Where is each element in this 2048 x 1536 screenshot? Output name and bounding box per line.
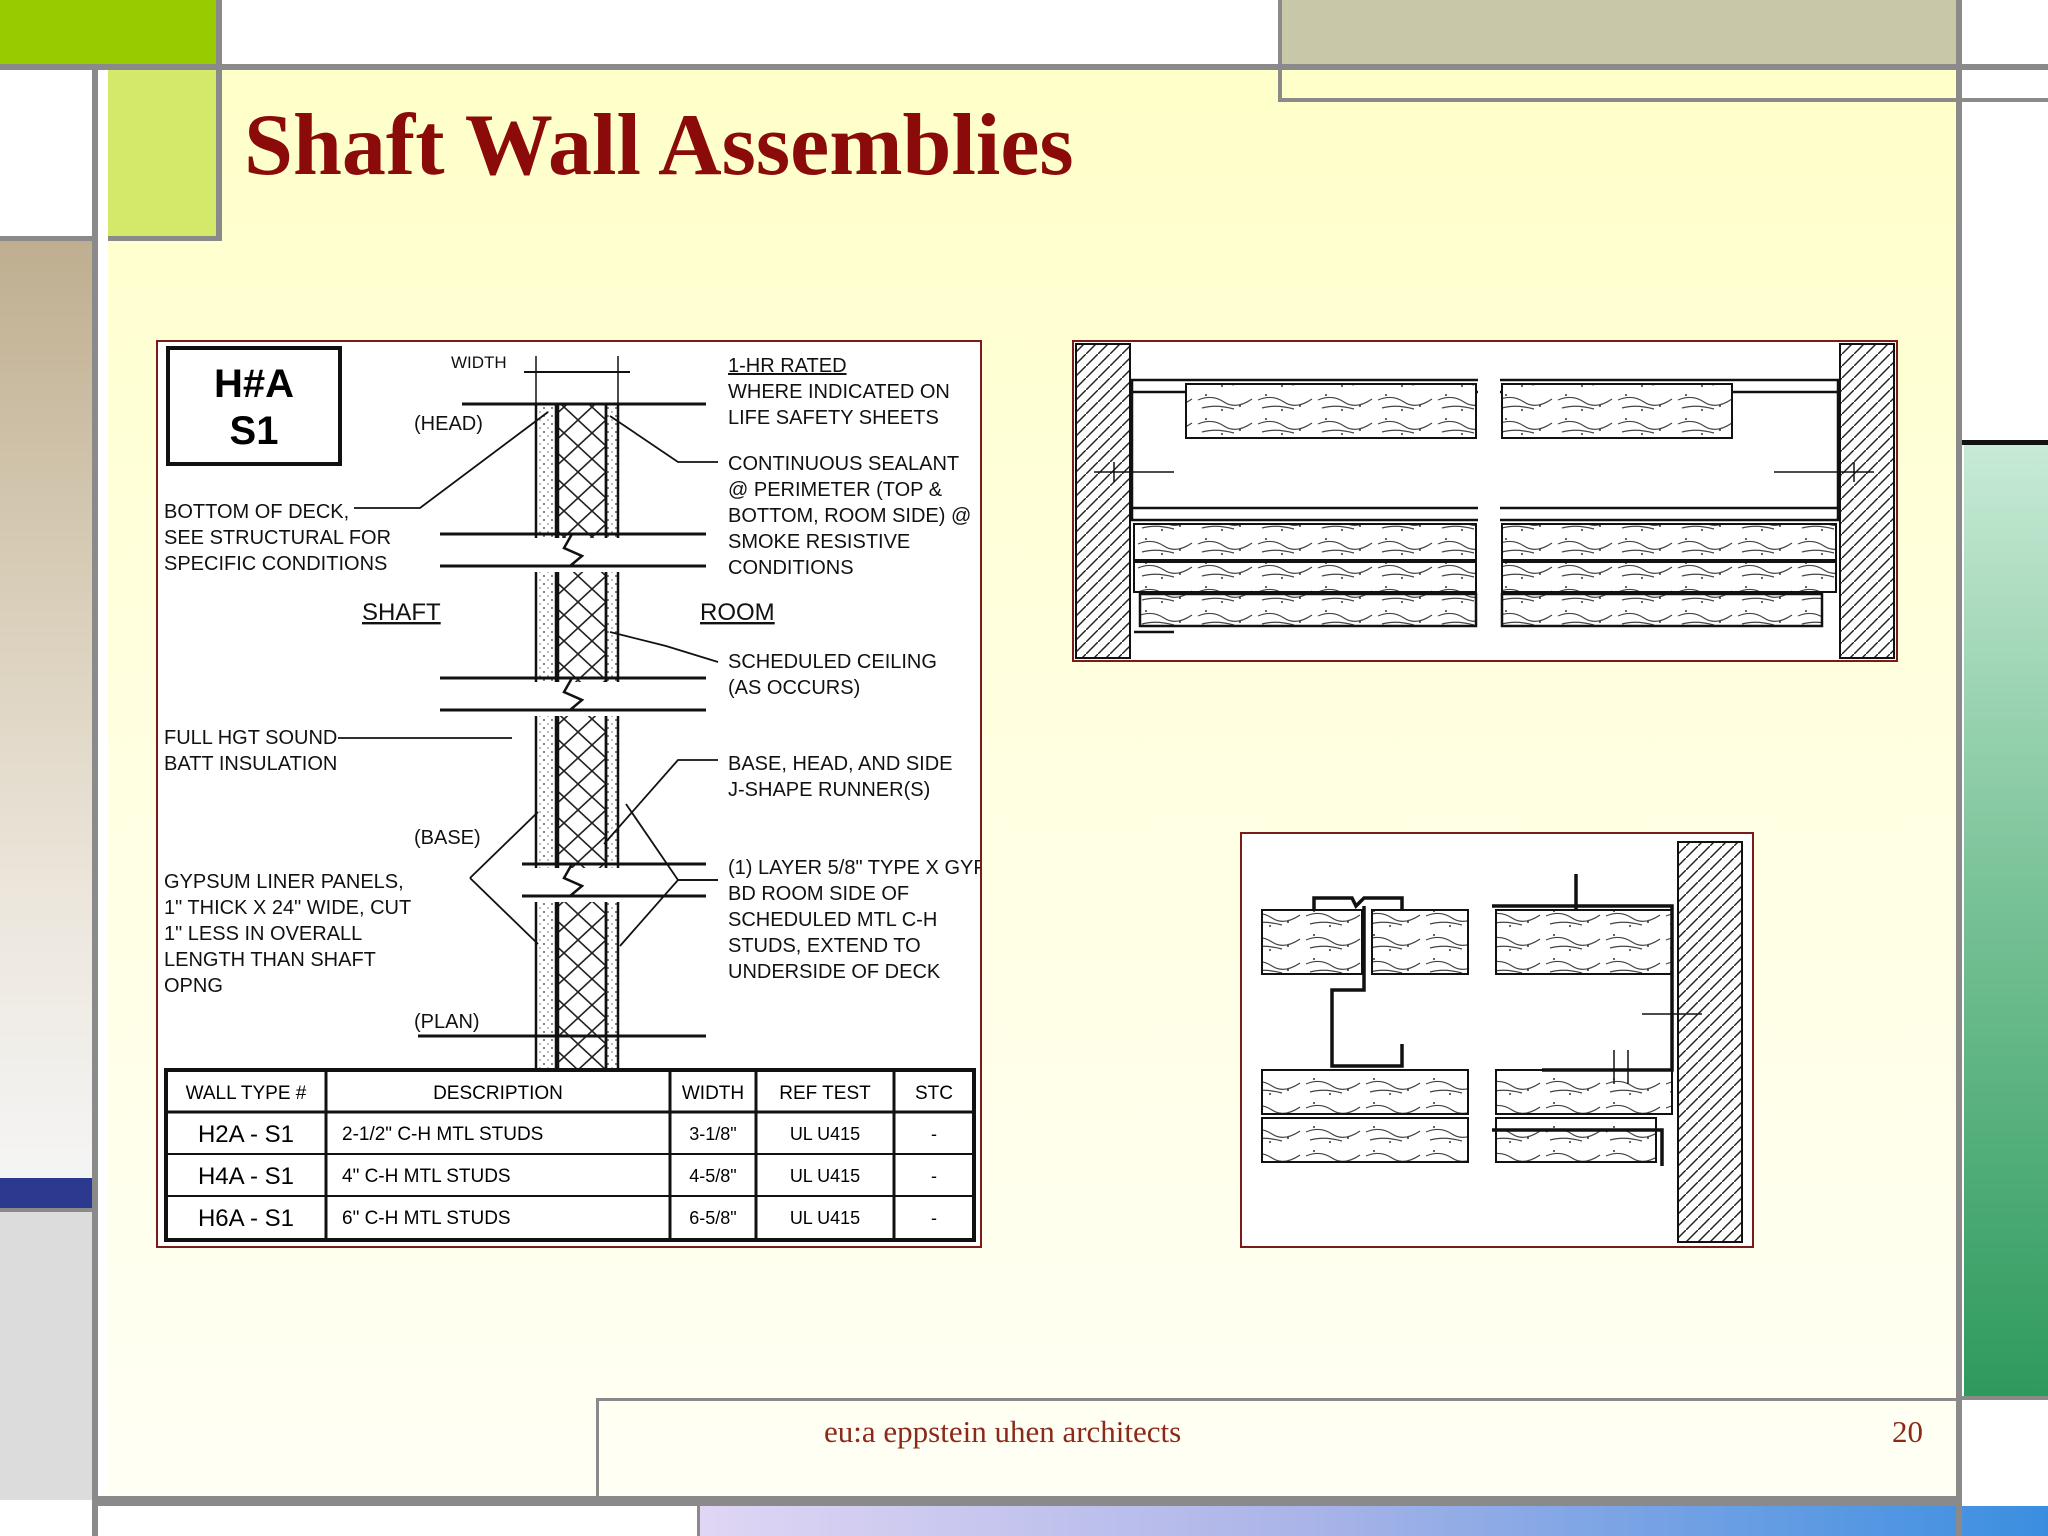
ceiling-note-line: SCHEDULED CEILING <box>728 651 937 673</box>
frame-line <box>0 236 96 241</box>
runner-note-line: J-SHAPE RUNNER(S) <box>728 779 931 801</box>
table-cell-type: H4A - S1 <box>197 1163 295 1190</box>
table-cell-type: H2A - S1 <box>197 1121 295 1148</box>
table-cell-width: 4-5/8" <box>689 1166 737 1186</box>
left-strip-gray <box>0 1210 96 1500</box>
table-header: DESCRIPTION <box>433 1083 563 1104</box>
plan-detail-top-drawing <box>1074 342 1896 660</box>
wall-section-detail <box>156 340 982 1248</box>
gyp-note-line: UNDERSIDE OF DECK <box>728 961 941 983</box>
plan-label: (PLAN) <box>414 1011 480 1033</box>
frame-line <box>1278 98 2048 102</box>
sealant-note-line: CONTINUOUS SEALANT <box>728 453 960 475</box>
frame-line <box>216 0 222 240</box>
table-header: WALL TYPE # <box>185 1083 307 1104</box>
table-cell-width: 3-1/8" <box>689 1124 737 1144</box>
sealant-note-line: CONDITIONS <box>728 557 854 579</box>
sealant-note-line: BOTTOM, ROOM SIDE) @ <box>728 505 972 527</box>
table-cell-ref: UL U415 <box>789 1208 861 1228</box>
deck-note-line: SPECIFIC CONDITIONS <box>164 553 388 575</box>
top-left-green-block <box>0 0 222 66</box>
table-cell-stc: - <box>931 1166 937 1186</box>
table-header: WIDTH <box>681 1083 745 1104</box>
shaft-label: SHAFT <box>362 599 441 626</box>
frame-line <box>108 236 222 241</box>
frame-line <box>1956 0 1962 1536</box>
head-label: (HEAD) <box>414 413 483 435</box>
liner-note-line: 1" THICK X 24" WIDE, CUT <box>164 897 412 919</box>
liner-note-line: 1" LESS IN OVERALL <box>164 923 363 945</box>
wall-tag-line1: H#A <box>213 362 295 406</box>
deck-note-line: SEE STRUCTURAL FOR <box>164 527 392 549</box>
runner-note-line: BASE, HEAD, AND SIDE <box>728 753 953 775</box>
table-cell-width: 6-5/8" <box>689 1208 737 1228</box>
ceiling-note-line: (AS OCCURS) <box>728 677 861 699</box>
page-number: 20 <box>1892 1414 1923 1449</box>
width-label: WIDTH <box>451 353 507 372</box>
frame-line <box>0 64 2048 70</box>
footer-box-lower-line <box>596 1506 700 1536</box>
base-label: (BASE) <box>414 827 481 849</box>
frame-line <box>1956 64 2048 69</box>
table-cell-stc: - <box>931 1208 937 1228</box>
liner-note-line: LENGTH THAN SHAFT <box>164 949 376 971</box>
frame-line <box>1960 1396 2048 1400</box>
liner-note-line: OPNG <box>164 975 223 997</box>
title-green-square <box>108 70 222 240</box>
gyp-note-line: SCHEDULED MTL C-H <box>728 909 938 931</box>
table-cell-stc: - <box>931 1124 937 1144</box>
wall-tag-line2: S1 <box>229 409 279 453</box>
wall-type-table <box>166 1070 974 1240</box>
right-strip-black-line <box>1960 440 2048 445</box>
frame-line <box>0 1208 96 1212</box>
stud-detail <box>1240 832 1754 1248</box>
room-label: ROOM <box>700 599 775 626</box>
insulation-note-line: FULL HGT SOUND <box>164 727 338 749</box>
left-strip-blue <box>0 1178 96 1208</box>
table-cell-description: 6" C-H MTL STUDS <box>342 1208 511 1229</box>
gyp-note-line: (1) LAYER 5/8" TYPE X GYP <box>728 857 980 879</box>
footer-box <box>596 1398 1958 1500</box>
gyp-note-line: BD ROOM SIDE OF <box>728 883 910 905</box>
bottom-gradient-bar <box>700 1506 2048 1536</box>
table-cell-type: H6A - S1 <box>197 1205 295 1232</box>
table-cell-description: 4" C-H MTL STUDS <box>342 1166 511 1187</box>
rated-note-line: WHERE INDICATED ON <box>728 381 950 403</box>
rated-note-line: LIFE SAFETY SHEETS <box>728 407 939 429</box>
stud-detail-drawing <box>1242 834 1752 1246</box>
deck-note-line: BOTTOM OF DECK, <box>164 501 350 523</box>
rated-note-line: 1-HR RATED <box>728 355 847 377</box>
top-right-khaki-block <box>1280 0 1958 66</box>
sealant-note-line: SMOKE RESISTIVE <box>728 531 911 553</box>
footer-company: eu:a eppstein uhen architects <box>824 1414 1182 1449</box>
table-cell-ref: UL U415 <box>789 1166 861 1186</box>
gyp-note-line: STUDS, EXTEND TO <box>728 935 921 957</box>
plan-detail-top <box>1072 340 1898 662</box>
table-cell-description: 2-1/2" C-H MTL STUDS <box>342 1124 544 1145</box>
left-strip-tan <box>0 240 96 1180</box>
slide-title: Shaft Wall Assemblies <box>244 97 1074 194</box>
table-header: REF TEST <box>779 1083 871 1104</box>
right-strip-green <box>1964 444 2048 1396</box>
table-cell-ref: UL U415 <box>789 1124 861 1144</box>
insulation-note-line: BATT INSULATION <box>164 753 338 775</box>
table-header: STC <box>915 1083 953 1104</box>
frame-line <box>92 70 98 1536</box>
sealant-note-line: @ PERIMETER (TOP & <box>728 479 943 501</box>
frame-line <box>1278 0 1282 102</box>
wall-section-drawing <box>158 342 980 1246</box>
liner-note-line: GYPSUM LINER PANELS, <box>164 871 404 893</box>
